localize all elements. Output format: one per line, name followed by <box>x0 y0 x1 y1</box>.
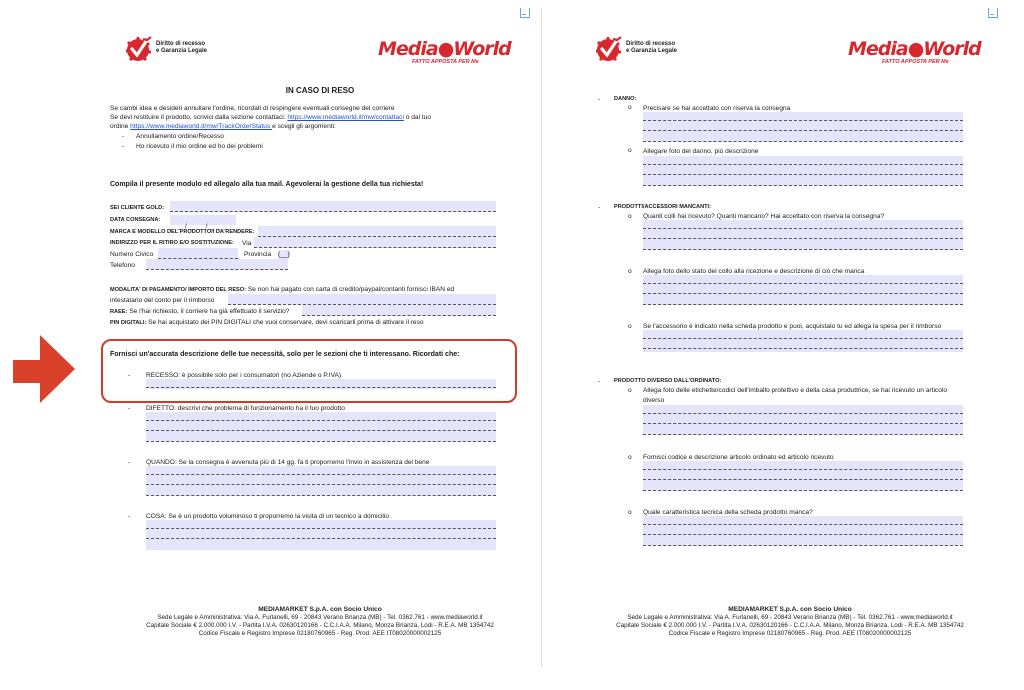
pin-line <box>110 318 424 328</box>
iban-field[interactable] <box>228 294 496 305</box>
sub-bullet: o <box>628 387 632 394</box>
page-1 <box>110 0 530 690</box>
brand-tagline: FATTO APPOSTA PER Me <box>412 59 479 65</box>
answer-textarea[interactable] <box>643 405 963 435</box>
question: Quanti colli hai ricevuto? Quanti mancano? Hai accettato con riserva la consegna? <box>643 213 885 220</box>
sub-bullet: o <box>628 509 632 516</box>
via-field[interactable] <box>254 237 496 248</box>
section-label: RECESSO: <box>146 372 181 379</box>
section-label: COSA: <box>146 513 167 520</box>
answer-textarea[interactable] <box>643 275 963 305</box>
section-text: Se è un prodotto voluminoso ti proporremo la visita di un tecnico a domicilio <box>166 513 390 520</box>
intro-text: o dal tuo <box>403 114 432 121</box>
footer-company: MEDIAMARKET S.p.A. con Socio Unico <box>728 606 852 613</box>
badge-text <box>156 41 207 55</box>
badge-line: e Garanzia Legale <box>626 48 678 54</box>
answer-textarea[interactable] <box>643 220 963 250</box>
footer-line: Capitale Sociale € 2.000.000 I.V. - Partita I.V.A. 02630120166 - C.C.I.A.A. Milano, Monza Brianza, Lodi - R.E.A. MB 1354742 <box>616 622 964 629</box>
payment-line2: intestatario del conto per il rimborso <box>110 297 215 304</box>
recesso-textarea[interactable] <box>146 379 496 389</box>
question: Fornisci codice e descrizione articolo ordinato ed articolo ricevuto <box>643 454 834 461</box>
badge-line: Diritto di recesso <box>156 41 206 47</box>
mediaworld-logo <box>378 38 511 65</box>
intro-text: e scegli gli argomenti: <box>272 123 336 130</box>
province-field[interactable]: (__) <box>278 251 290 258</box>
instruction: Compila il presente modulo ed allegalo alla tua mail. Agevolerai la gestione della tua richiesta! <box>110 181 424 188</box>
raee-field[interactable] <box>302 305 496 316</box>
section-title: PRODOTTO DIVERSO DALL'ORDINATO: <box>614 378 722 384</box>
date-field[interactable] <box>170 215 236 230</box>
bullet: - <box>128 405 131 412</box>
contattaci-link[interactable]: https://www.mediaworld.it/mw/contattaci <box>287 114 404 121</box>
footer-line: Sede Legale e Amministrativa: Via A. Furlanelli, 69 - 20843 Verano Brianza (MB) - Tel. 0362.761 - www.mediaworld.it <box>157 614 483 621</box>
bullet: - <box>122 133 125 140</box>
section-title: DANNO: <box>614 96 637 102</box>
difetto-textarea[interactable] <box>146 412 496 442</box>
page-title: IN CASO DI RESO <box>285 86 355 95</box>
bullet: - <box>128 372 131 379</box>
question: Se l'accessorio è indicato nella scheda prodotto e puoi, acquistalo tu ed allega la spesa per il rimborso <box>643 323 942 330</box>
topic-item: Ho ricevuto il mio ordine ed ho dei problemi <box>136 143 263 150</box>
sub-bullet: o <box>628 147 632 154</box>
question: Quale caratteristica tecnica della scheda prodotto manca? <box>643 509 813 516</box>
question: Allegare foto del danno, più descrizione <box>643 148 759 155</box>
intro-text: ordine <box>110 123 131 130</box>
quando-textarea[interactable] <box>146 466 496 496</box>
answer-textarea[interactable] <box>643 330 963 352</box>
sub-bullet: o <box>628 454 632 461</box>
product-label: MARCA E MODELLO DEL PRODOTTO/I DA RENDERE: <box>110 229 255 235</box>
sub-bullet: o <box>628 268 632 275</box>
bullet: - <box>598 96 601 103</box>
footer-line: Codice Fiscale e Registro Imprese 02180760965 - Reg. Prod. AEE IT08020000002125 <box>198 630 442 637</box>
via-label: Via <box>242 240 252 247</box>
gold-label: SEI CLIENTE GOLD: <box>110 205 165 211</box>
payment-label: MODALITA' DI PAGAMENTO/ IMPORTO DEL RESO: <box>110 287 246 293</box>
intro-line <box>110 122 336 131</box>
section-text: è possibile solo per i consumatori (no Aziende o P.IVA) <box>180 372 342 379</box>
footer-line: Codice Fiscale e Registro Imprese 02180760965 - Reg. Prod. AEE IT08020000002125 <box>668 630 912 637</box>
brand-name: Media●World <box>378 38 511 60</box>
section-text: Se la consegna è avvenuta più di 14 gg. fa ti proporremo l'invio in assistenza del bene <box>176 459 430 466</box>
checkmark-badge-icon <box>126 36 152 62</box>
question: Allega foto delle etichette/codici dell'imballo protettivo e della casa produttrice, se hai ricevuto un articolo <box>643 387 948 394</box>
answer-textarea[interactable] <box>643 112 963 142</box>
badge-line: Diritto di recesso <box>626 41 676 47</box>
checkmark-badge-icon <box>596 36 622 62</box>
date-value: _ _ / _ _ /_ _ _ _ <box>170 223 236 230</box>
phone-label: Telefono <box>110 262 135 269</box>
footer <box>580 606 1000 638</box>
brand-tagline: FATTO APPOSTA PER Me <box>882 59 949 65</box>
footer-company: MEDIAMARKET S.p.A. con Socio Unico <box>258 606 382 613</box>
intro-text: Se devi restituire il prodotto, scrivici dalla sezione contattaci: <box>110 114 288 121</box>
mediaworld-logo <box>848 38 981 65</box>
bullet: - <box>598 378 601 385</box>
question-continued: diverso <box>643 397 665 404</box>
gold-field[interactable] <box>170 201 496 212</box>
province-label: Provincia <box>244 251 272 258</box>
raee-text: Se l'hai richiesto, il corriere ha già effettuato il servizio? <box>127 308 290 315</box>
cosa-textarea[interactable] <box>146 520 496 550</box>
footer-line: Capitale Sociale € 2.000.000 I.V. - Partita I.V.A. 02630120166 - C.C.I.A.A. Milano, Monza Brianza, Lodi - R.E.A. MB 1354742 <box>146 622 494 629</box>
phone-field[interactable] <box>146 259 288 270</box>
footer <box>110 606 530 638</box>
page-divider <box>541 8 542 667</box>
intro-line <box>110 113 431 122</box>
badge-line: e Garanzia Legale <box>156 48 208 54</box>
track-order-link[interactable]: https://www.mediaworld.it/mw/TrackOrderStatus <box>130 123 273 130</box>
page-2 <box>580 0 1000 690</box>
bullet: - <box>128 513 131 520</box>
payment-text: Se non hai pagato con carta di credito/paypal/contanti fornisci IBAN ed <box>246 286 455 293</box>
raee-label: RAEE: <box>110 309 128 315</box>
sub-bullet: o <box>628 213 632 220</box>
brand-name: Media●World <box>848 38 981 60</box>
badge-text <box>626 41 677 55</box>
section-text: descrivi che problema di funzionamento ha il tuo prodotto <box>175 405 345 412</box>
sub-bullet: o <box>628 104 632 111</box>
bullet: - <box>122 143 125 150</box>
address-label: INDIRIZZO PER IL RITIRO E/O SOSTITUZIONE: <box>110 240 234 246</box>
product-field[interactable] <box>258 226 496 237</box>
date-label: DATA CONSEGNA: <box>110 217 161 223</box>
footer-line: Sede Legale e Amministrativa: Via A. Furlanelli, 69 - 20843 Verano Brianza (MB) - Tel. 0362.761 - www.mediaworld.it <box>627 614 953 621</box>
civic-field[interactable] <box>158 248 238 259</box>
pin-text: Se hai acquistato dei PIN DIGITALI che vuoi conservare, devi scaricarli prima di attivare il reso <box>146 319 424 326</box>
section-label: DIFETTO: <box>146 405 176 412</box>
answer-textarea[interactable] <box>643 156 963 186</box>
question: Allega foto dello stato del collo alla ricezione e descrizione di ciò che manca <box>643 268 865 275</box>
topic-item: Annullamento ordine/Recesso <box>136 133 224 140</box>
intro-line: Se cambi idea e desideri annullare l'ordine, ricordati di respingere eventuali consegne del corriere <box>110 105 395 112</box>
answer-textarea[interactable] <box>643 516 963 546</box>
pin-label: PIN DIGITALI: <box>110 320 147 326</box>
needs-heading: Fornisci un'accurata descrizione delle tue necessità, solo per le sezioni che ti interessano. Ricordati che: <box>110 351 460 358</box>
question: Precisare se hai accettato con riserva la consegna <box>643 105 791 112</box>
sub-bullet: o <box>628 323 632 330</box>
raee-line <box>110 307 289 317</box>
civic-label: Numero Civico <box>110 251 154 258</box>
arrow-right-icon <box>13 335 75 403</box>
bullet: - <box>598 204 601 211</box>
answer-textarea[interactable] <box>643 461 963 491</box>
section-label: QUANDO: <box>146 459 177 466</box>
section-title: PRODOTTI/ACCESSORI MANCANTI: <box>614 204 711 210</box>
bullet: - <box>128 459 131 466</box>
